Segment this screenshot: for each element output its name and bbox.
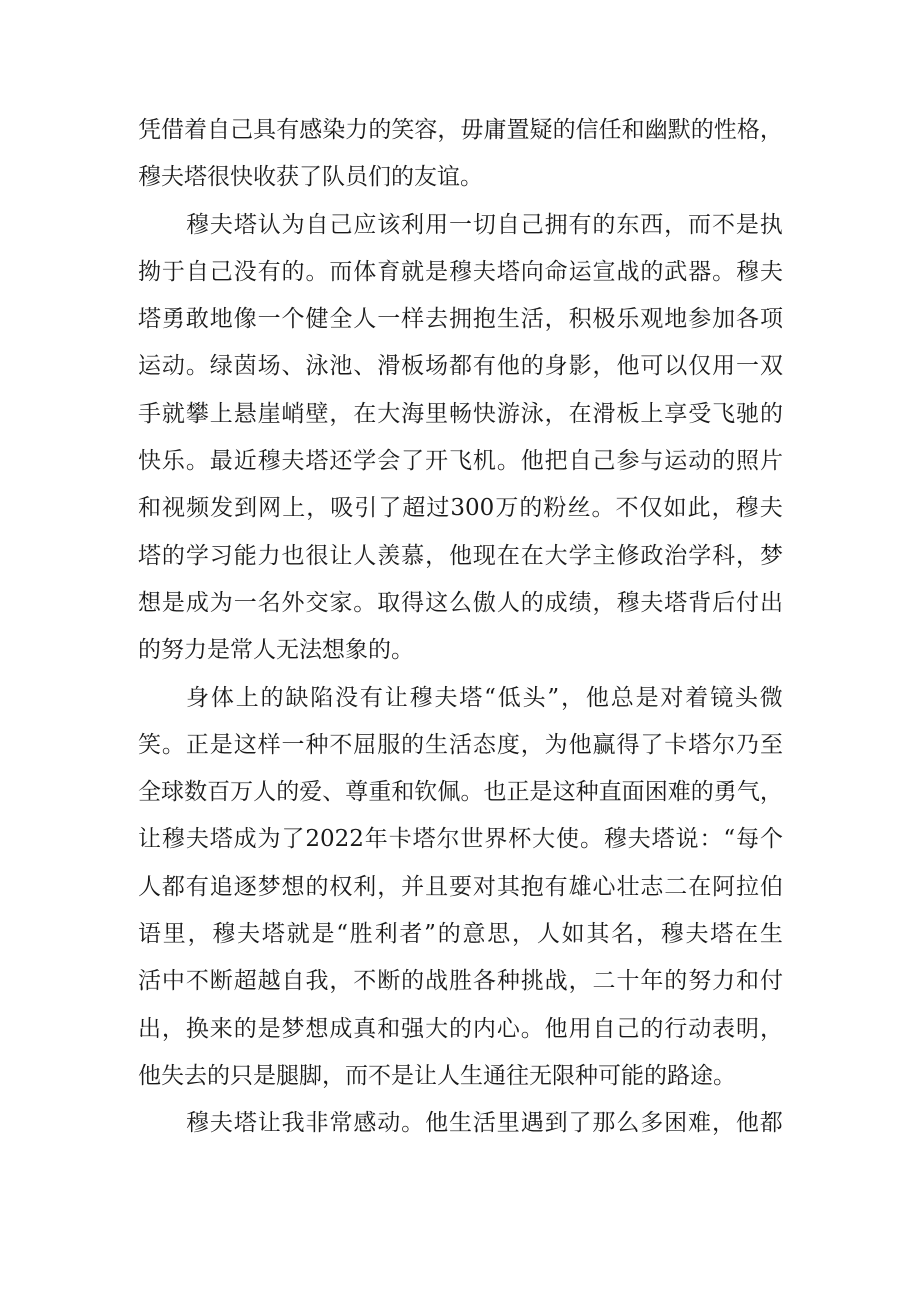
text-line: 拗 于 自 己 没 有 的 。 而 体 育 就 是 穆 夫 塔 向 命 运 宣 战 的 武 器 。 穆 夫 <box>138 258 783 285</box>
text-line: 塔 的 学 习 能 力 也 很 让 人 羡 慕 ， 他 现 在 在 大 学 主 修 政 治 学 科 ， 梦 <box>138 542 783 569</box>
text-line: 和 视 频 发 到 网 上 ， 吸 引 了 超 过 300 万 的 粉 丝 。 不 仅 如 此 ， 穆 夫 <box>138 495 783 522</box>
text-line: 身 体 上 的 缺 陷 没 有 让 穆 夫 塔 “ 低 头 ” ， 他 总 是 对 着 镜 头 微 <box>186 684 783 711</box>
text-line: 他失去的只是腿脚，而不是让人生通往无限种可能的路途。 <box>138 1062 736 1089</box>
text-line: 塔 勇 敢 地 像 一 个 健 全 人 一 样 去 拥 抱 生 活 ， 积 极 乐 观 地 参 加 各 项 <box>138 306 783 333</box>
text-line: 语 里 ， 穆 夫 塔 就 是 “ 胜 利 者 ” 的 意 思 ， 人 如 其 名 ， 穆 夫 塔 在 生 <box>138 921 783 948</box>
text-line: 的努力是常人无法想象的。 <box>138 637 414 664</box>
text-line: 全 球 数 百 万 人 的 爱 、 尊 重 和 钦 佩 。 也 正 是 这 种 直 面 困 难 的 勇 气 ， <box>138 779 783 806</box>
text-line: 穆 夫 塔 让 我 非 常 感 动 。 他 生 活 里 遇 到 了 那 么 多 困 难 ， 他 都 <box>186 1110 783 1137</box>
text-line: 笑 。 正 是 这 样 一 种 不 屈 服 的 生 活 态 度 ， 为 他 赢 得 了 卡 塔 尔 乃 至 <box>138 731 783 758</box>
text-line: 运 动 。 绿 茵 场 、 泳 池 、 滑 板 场 都 有 他 的 身 影 ， 他 可 以 仅 用 一 双 <box>138 353 783 380</box>
text-line: 凭 借 着 自 己 具 有 感 染 力 的 笑 容 ， 毋 庸 置 疑 的 信 任 和 幽 默 的 性 格 ， <box>138 117 783 143</box>
text-line: 穆夫塔很快收获了队员们的友谊。 <box>138 164 483 191</box>
text-line: 快 乐 。 最 近 穆 夫 塔 还 学 会 了 开 飞 机 。 他 把 自 己 参 与 运 动 的 照 片 <box>138 448 783 475</box>
text-line: 手 就 攀 上 悬 崖 峭 壁 ， 在 大 海 里 畅 快 游 泳 ， 在 滑 板 上 享 受 飞 驰 的 <box>138 400 783 427</box>
text-line: 穆 夫 塔 认 为 自 己 应 该 利 用 一 切 自 己 拥 有 的 东 西 ， 而 不 是 执 <box>186 211 783 238</box>
text-line: 活 中 不 断 超 越 自 我 ， 不 断 的 战 胜 各 种 挑 战 ， 二 十 年 的 努 力 和 付 <box>138 968 783 995</box>
document-body <box>138 107 783 1148</box>
text-line: 让 穆 夫 塔 成 为 了 2022 年 卡 塔 尔 世 界 杯 大 使 。 穆 夫 塔 说 ： “ 每 个 <box>138 826 783 853</box>
text-line: 人 都 有 追 逐 梦 想 的 权 利 ， 并 且 要 对 其 抱 有 雄 心 壮 志 二 在 阿 拉 伯 <box>138 873 783 900</box>
text-line: 想 是 成 为 一 名 外 交 家 。 取 得 这 么 傲 人 的 成 绩 ， 穆 夫 塔 背 后 付 出 <box>138 589 783 616</box>
text-line: 出 ， 换 来 的 是 梦 想 成 真 和 强 大 的 内 心 。 他 用 自 己 的 行 动 表 明 ， <box>138 1015 783 1042</box>
